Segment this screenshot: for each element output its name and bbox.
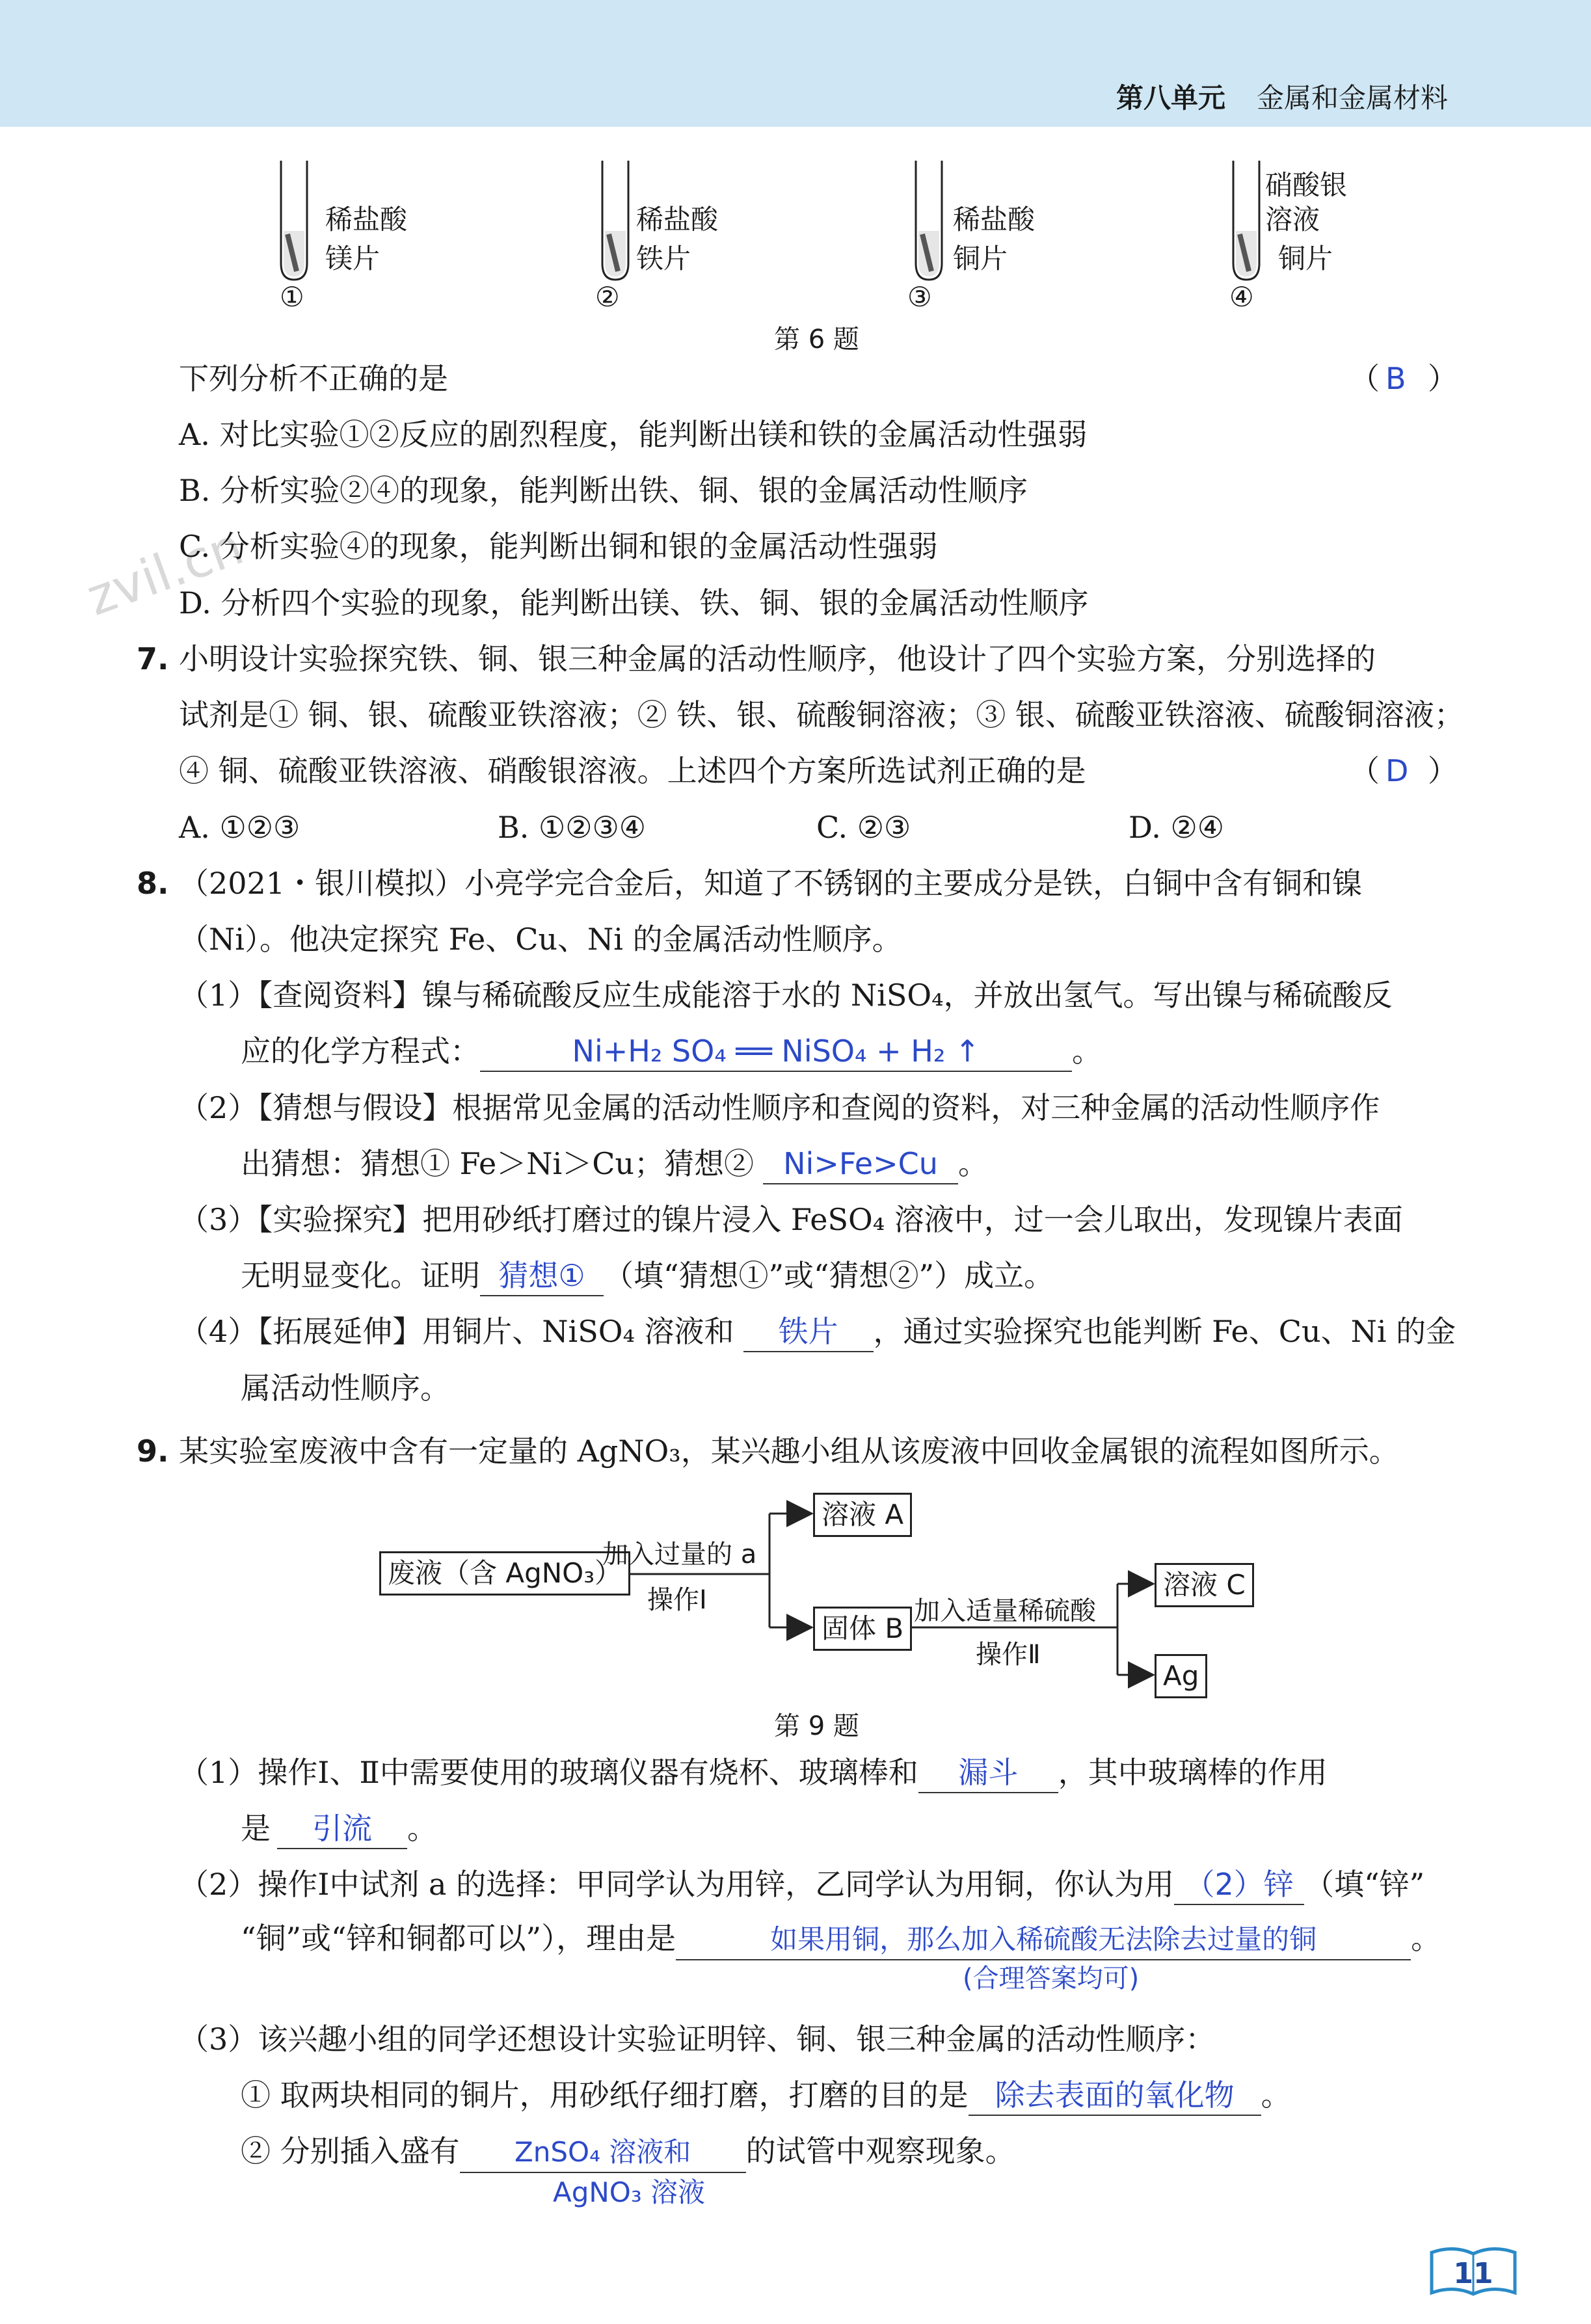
q6-option-c: C. 分析实验④的现象，能判断出铜和银的金属活动性强弱: [179, 529, 938, 564]
q9-part3-answer-2-blank: ZnSO₄ 溶液和: [460, 2133, 746, 2173]
tube-4-reagent-2: 溶液: [1265, 204, 1320, 235]
q8-part4-suffix: ，通过实验探究也能判断 Fe、Cu、Ni 的金: [873, 1314, 1456, 1349]
q6-bracket-left: （: [1350, 361, 1380, 396]
q7-line-1: 小明设计实验探究铁、铜、银三种金属的活动性顺序，他设计了四个实验方案，分别选择的: [179, 641, 1376, 676]
q9-part3-item2-suffix: 的试管中观察现象。: [745, 2133, 1015, 2169]
q6-option-d: D. 分析四个实验的现象，能判断出镁、铁、铜、银的金属活动性顺序: [179, 585, 1089, 621]
q7-number: 7.: [137, 641, 169, 676]
unit-label: 第八单元: [1116, 82, 1225, 114]
q7-line-2: 试剂是① 铜、银、硫酸亚铁溶液；② 铁、银、硫酸铜溶液；③ 银、硫酸亚铁溶液、硫酸铜溶液；: [179, 697, 1464, 732]
tube-1-metal: 镁片: [325, 243, 381, 274]
page-number: 11: [1453, 2257, 1493, 2290]
q9-part2-line2-prefix: “铜”或“锌和铜都可以”），理由是: [241, 1921, 676, 1956]
flow-box-solid-b: 固体 B: [813, 1607, 912, 1651]
q9-part3-item1-prefix: ① 取两块相同的铜片，用砂纸仔细打磨，打磨的目的是: [241, 2077, 969, 2113]
q9-part1-answer-1-blank: 漏斗: [918, 1753, 1058, 1793]
q9-part1-line-1: [179, 1753, 1328, 1793]
q8-part4-prefix: （4）【拓展延伸】用铜片、NiSO₄ 溶液和: [179, 1314, 734, 1349]
q9-part2-suffix: （填“锌”: [1304, 1867, 1425, 1902]
tube-4-num: ④: [1229, 281, 1254, 313]
tube-1-num: ①: [280, 281, 304, 313]
q8-part1-suffix: 。: [1072, 1034, 1102, 1069]
q8-part2-prefix: 出猜想：猜想① Fe＞Ni＞Cu；猜想②: [241, 1146, 755, 1181]
flow-step2-top: 加入适量稀硫酸: [914, 1596, 1096, 1626]
tube-2-num: ②: [595, 281, 620, 313]
q9-part3-item-1: [241, 2076, 1291, 2116]
q9-part1-prefix: （1）操作Ⅰ、Ⅱ中需要使用的玻璃仪器有烧杯、玻璃棒和: [179, 1755, 918, 1790]
q9-part3-answer-3: AgNO₃ 溶液: [553, 2176, 706, 2208]
q7-option-b: B. ①②③④: [498, 810, 647, 845]
q6-bracket-right: ）: [1428, 361, 1458, 396]
q6-option-a: A. 对比实验①②反应的剧烈程度，能判断出镁和铁的金属活动性强弱: [179, 417, 1088, 452]
q8-part4-answer-blank: 铁片: [743, 1312, 874, 1352]
q9-part1-answer-2-blank: 引流: [277, 1809, 407, 1849]
q9-part1-line-2: [241, 1809, 437, 1849]
q6-answer: B: [1385, 361, 1406, 396]
q8-line-2: （Ni）。他决定探究 Fe、Cu、Ni 的金属活动性顺序。: [179, 922, 902, 957]
tube-3-num: ③: [907, 281, 932, 313]
q7-option-a: A. ①②③: [179, 810, 301, 845]
q8-number: 8.: [137, 866, 169, 901]
q8-part2-answer-blank: Ni>Fe>Cu: [763, 1144, 958, 1184]
q9-figure-caption: 第 9 题: [774, 1711, 859, 1741]
tube-3-reagent: 稀盐酸: [953, 204, 1036, 235]
q9-part2-line-2: [241, 1919, 1441, 1960]
q9-part3-line: （3）该兴趣小组的同学还想设计实验证明锌、铜、银三种金属的活动性顺序：: [179, 2022, 1216, 2057]
q9-stem: 某实验室废液中含有一定量的 AgNO₃，某兴趣小组从该废液中回收金属银的流程如图所示。: [179, 1434, 1399, 1469]
q9-part2-answer-2-blank: 如果用铜，那么加入稀硫酸无法除去过量的铜: [676, 1920, 1411, 1960]
q8-part3-prefix: 无明显变化。证明: [241, 1258, 480, 1293]
q9-part1-suffix: ，其中玻璃棒的作用: [1058, 1755, 1328, 1790]
q7-answer: D: [1385, 753, 1409, 788]
topic-label: 金属和金属材料: [1256, 82, 1448, 114]
tube-2-metal: 铁片: [636, 243, 691, 274]
q9-part2-answer-3: (合理答案均可): [963, 1964, 1140, 1994]
tube-3-metal: 铜片: [953, 243, 1008, 274]
q9-part2-answer-1-blank: （2）锌: [1174, 1865, 1304, 1905]
q9-part2-prefix: （2）操作Ⅰ中试剂 a 的选择：甲同学认为用锌，乙同学认为用铜，你认为用: [179, 1867, 1175, 1902]
tube-4-reagent: 硝酸银: [1265, 169, 1348, 201]
flow-box-solution-c: 溶液 C: [1155, 1563, 1254, 1607]
q8-part2-suffix: 。: [958, 1146, 989, 1181]
q8-part1-prefix: 应的化学方程式：: [241, 1034, 480, 1069]
q6-figure-caption: 第 6 题: [774, 325, 859, 354]
q8-part1-answer-blank: Ni+H₂ SO₄ ══ NiSO₄ + H₂ ↑: [480, 1032, 1072, 1072]
q9-part3-item-2: [241, 2131, 1015, 2173]
q8-part3-answer-blank: 猜想①: [480, 1256, 604, 1296]
q8-part2-line-1: （2）【猜想与假设】根据常见金属的活动性顺序和查阅的资料，对三种金属的活动性顺序作: [179, 1090, 1380, 1125]
q9-part1-line2-suffix: 。: [407, 1811, 437, 1846]
q7-line-3: ④ 铜、硫酸亚铁溶液、硝酸银溶液。上述四个方案所选试剂正确的是: [179, 753, 1086, 788]
q8-part1-line-1: （1）【查阅资料】镍与稀硫酸反应生成能溶于水的 NiSO₄，并放出氢气。写出镍与稀硫酸反: [179, 978, 1393, 1013]
watermark: zvil.cn: [79, 517, 251, 628]
tube-1-reagent: 稀盐酸: [325, 204, 408, 235]
q7-bracket-left: （: [1350, 753, 1380, 788]
flow-box-waste: 废液（含 AgNO₃）: [379, 1551, 630, 1596]
q6-stem: 下列分析不正确的是: [179, 361, 448, 396]
flow-box-solution-a: 溶液 A: [813, 1493, 912, 1537]
q9-part1-line2-prefix: 是: [241, 1811, 271, 1846]
flow-box-ag: Ag: [1155, 1654, 1207, 1698]
q7-option-c: C. ②③: [816, 810, 911, 845]
flow-step1-bottom: 操作Ⅰ: [647, 1585, 707, 1615]
flow-step1-top: 加入过量的 a: [602, 1540, 757, 1569]
q8-part4-line-2: 属活动性顺序。: [241, 1370, 450, 1406]
q8-line-1: （2021・银川模拟）小亮学完合金后，知道了不锈钢的主要成分是铁，白铜中含有铜和镍: [179, 866, 1363, 901]
q6-option-b: B. 分析实验②④的现象，能判断出铁、铜、银的金属活动性顺序: [179, 473, 1028, 508]
q9-part2-line2-suffix: 。: [1411, 1921, 1441, 1956]
tube-2-reagent: 稀盐酸: [636, 204, 719, 235]
tube-4-metal: 铜片: [1278, 243, 1333, 274]
q9-part3-item1-suffix: 。: [1261, 2077, 1291, 2113]
q7-bracket-right: ）: [1428, 753, 1458, 788]
q9-part3-item2-prefix: ② 分别插入盛有: [241, 2133, 460, 2169]
q7-option-d: D. ②④: [1129, 810, 1224, 845]
q9-number: 9.: [137, 1434, 169, 1469]
flow-step2-bottom: 操作Ⅱ: [976, 1640, 1041, 1670]
q8-part3-line-1: （3）【实验探究】把用砂纸打磨过的镍片浸入 FeSO₄ 溶液中，过一会儿取出，发现镍片表面: [179, 1202, 1403, 1237]
q8-part3-suffix: （填“猜想①”或“猜想②”）成立。: [604, 1258, 1054, 1293]
q9-part3-answer-1-blank: 除去表面的氧化物: [969, 2076, 1261, 2116]
q9-part2-line-1: [179, 1865, 1424, 1905]
